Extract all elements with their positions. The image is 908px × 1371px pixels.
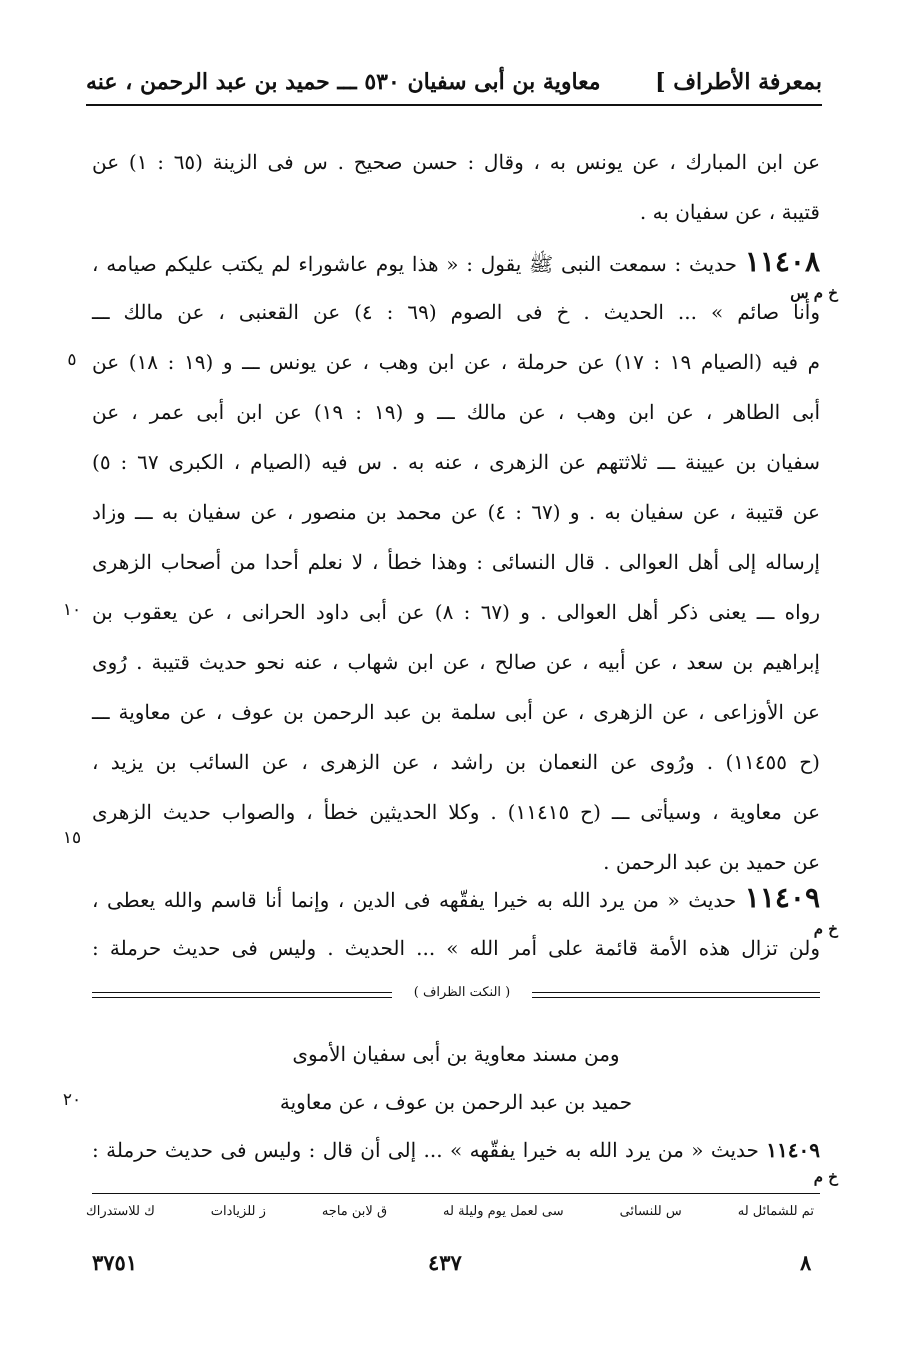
- text-line: عن معاوية ، وسيأتى ـــ (ح ١١٤١٥) . وكلا الحديثين خطأ ، والصواب حديث الزهرى: [92, 800, 820, 824]
- text-line: إرساله إلى أهل العوالى . قال النسائى : وهذا خطأ ، لا نعلم أحدا من أصحاب الزهرى: [92, 550, 820, 574]
- text-line: قتيبة ، عن سفيان به .: [639, 200, 820, 224]
- text-line: عن حميد بن عبد الرحمن .: [603, 850, 820, 874]
- nukat-entry-line: [92, 1130, 820, 1170]
- margin-sigla: خ م س: [790, 284, 838, 302]
- page-number: ٤٣٧: [428, 1250, 462, 1275]
- line-number: ٥: [67, 350, 77, 370]
- abbreviation-item: س للنسائى: [619, 1204, 682, 1219]
- nukat-heading: ومن مسند معاوية بن أبى سفيان الأموى: [292, 1042, 620, 1066]
- print-code: ٣٧٥١: [92, 1250, 138, 1275]
- text-line: عن قتيبة ، عن سفيان به . و (٦٧ : ٤) عن محمد بن منصور ، عن سفيان به ـــ وزاد: [92, 500, 820, 524]
- nukat-separator: [92, 985, 820, 1004]
- volume-number: ٨: [800, 1250, 812, 1275]
- text-line: حديث : سمعت النبى ﷺ يقول : « هذا يوم عاشوراء لم يكتب عليكم صيامه ،: [92, 252, 738, 276]
- text-line: حديث « من يرد الله به خيرا يفقّهه » ... إلى أن قال : وليس فى حديث حرملة :: [92, 1138, 759, 1162]
- text-line: م فيه (الصيام ١٩ : ١٧) عن حرملة ، عن ابن وهب ، عن يونس ـــ و (١٩ : ١٨) عن: [92, 350, 821, 374]
- header-rule: [86, 104, 822, 106]
- abbreviation-key: [86, 1204, 814, 1232]
- line-number: ١٠: [62, 600, 82, 620]
- abbreviation-item: سى لعمل يوم وليلة له: [443, 1204, 564, 1219]
- hadith-number: ١١٤٠٩: [766, 1138, 820, 1162]
- text-line: ولن تزال هذه الأمة قائمة على أمر الله » ... الحديث . وليس فى حديث حرملة :: [92, 936, 820, 960]
- abbreviation-item: تم للشمائل له: [737, 1204, 814, 1219]
- text-line: عن الأوزاعى ، عن الزهرى ، عن أبى سلمة بن عبد الرحمن بن عوف ، عن معاوية ـــ: [92, 700, 820, 724]
- text-line: وأنا صائم » ... الحديث . خ فى الصوم (٦٩ : ٤) عن القعنبى ، عن مالك ـــ: [92, 300, 820, 324]
- text-line: عن ابن المبارك ، عن يونس به ، وقال : حسن صحيح . س فى الزينة (٦٥ : ١) عن: [92, 150, 820, 174]
- abbreviation-item: ز للزيادات: [210, 1204, 266, 1219]
- text-line: أبى الطاهر ، عن ابن وهب ، عن مالك ـــ و (١٩ : ١٩) عن ابن أبى عمر ، عن: [92, 400, 821, 424]
- line-number: ٢٠: [62, 1090, 82, 1110]
- text-line: سفيان بن عيينة ـــ ثلاثتهم عن الزهرى ، عنه به . س فيه (الصيام ، الكبرى ٦٧ : ٥): [92, 450, 820, 474]
- separator-label: ( النكت الظراف ): [392, 982, 532, 1004]
- margin-sigla: خ م: [813, 1168, 838, 1186]
- hadith-number: ١١٤٠٩: [744, 881, 820, 914]
- text-line: إبراهيم بن سعد ، عن أبيه ، عن صالح ، عن ابن شهاب ، عنه نحو حديث قتيبة . رُوى: [92, 650, 820, 674]
- hadith-entry-line: [92, 878, 820, 918]
- text-line: حديث « من يرد الله به خيرا يفقّهه فى الدين ، وإنما أنا قاسم والله يعطى ،: [92, 888, 737, 912]
- hadith-entry-line: [92, 242, 820, 282]
- abbreviation-item: ك للاستدراك: [86, 1204, 155, 1219]
- nukat-subheading: حميد بن عبد الرحمن بن عوف ، عن معاوية: [279, 1090, 633, 1114]
- hadith-number: ١١٤٠٨: [744, 245, 821, 278]
- running-header: [86, 62, 822, 102]
- text-line: (ح ١١٤٥٥) . ورُوى عن النعمان بن راشد ، عن الزهرى ، عن السائب بن يزيد ،: [92, 750, 820, 774]
- header-section-title: بمعرفة الأطراف ]: [655, 69, 822, 95]
- text-line: رواه ـــ يعنى ذكر أهل العوالى . و (٦٧ : ٨) عن أبى داود الحرانى ، عن يعقوب بن: [92, 600, 820, 624]
- header-chapter-title: معاوية بن أبى سفيان ٥٣٠ ـــ حميد بن عبد الرحمن ، عنه: [86, 69, 601, 95]
- abbreviation-item: ق لابن ماجه: [321, 1204, 388, 1219]
- line-number: ١٥: [62, 828, 82, 848]
- footer-rule: [92, 1193, 820, 1194]
- margin-sigla: خ م: [813, 920, 838, 938]
